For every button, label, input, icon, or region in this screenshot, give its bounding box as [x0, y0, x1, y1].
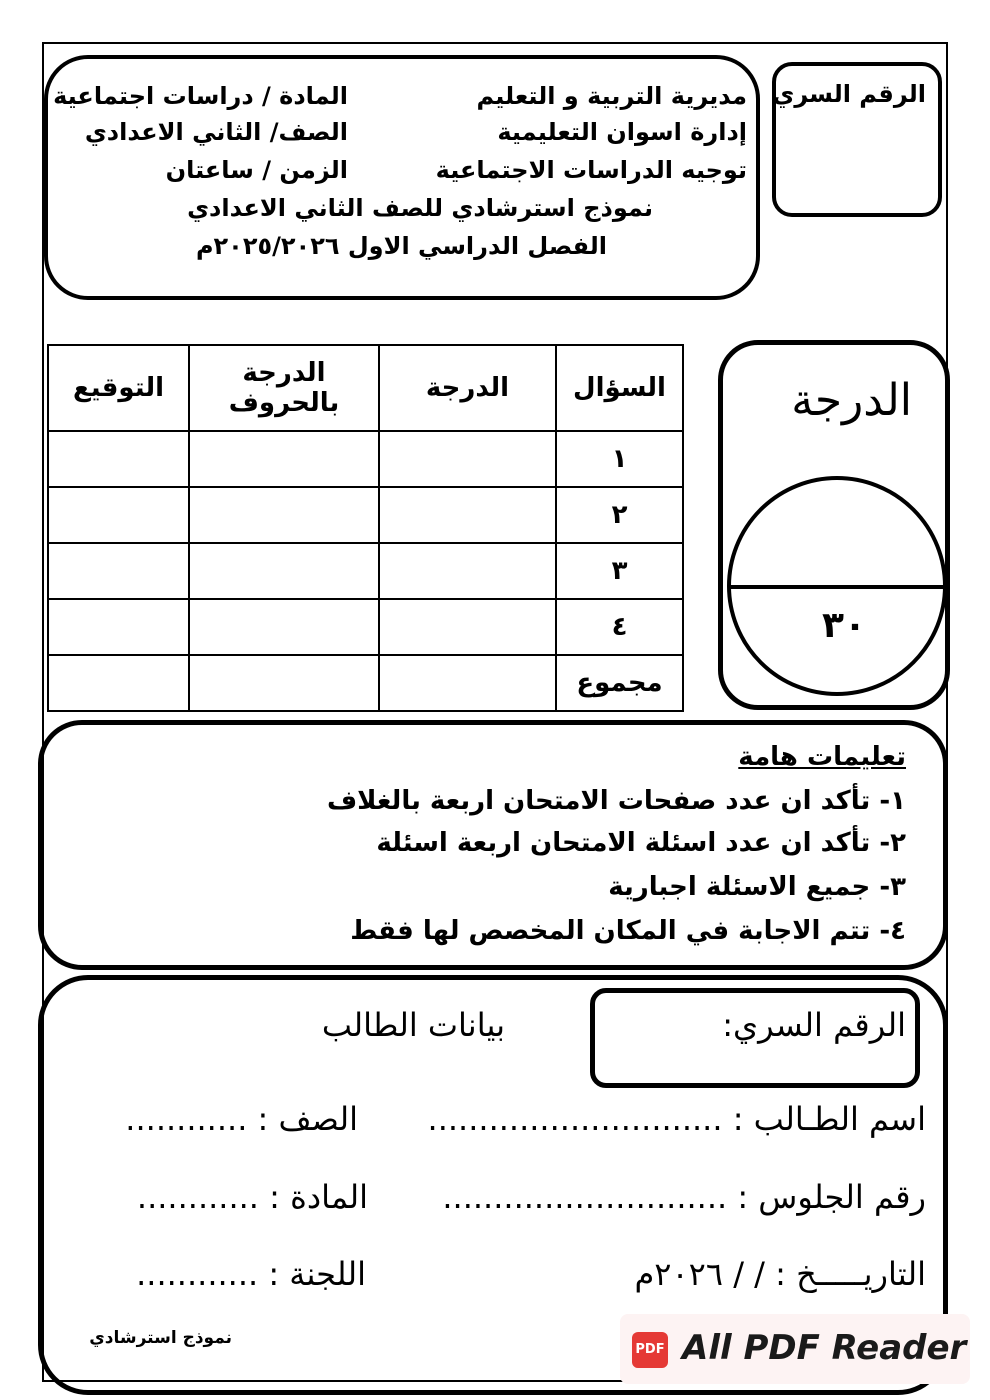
seat-number-field[interactable]: رقم الجلوس : ............................ [442, 1178, 926, 1216]
table-row-total [48, 655, 683, 711]
instruction-item: ٢- تأكد ان عدد اسئلة الامتحان اربعة اسئلة [376, 828, 906, 858]
grade-text: الصف/ الثاني الاعدادي [84, 118, 348, 146]
grade-total: ٣٠ [822, 605, 866, 646]
grade-letters-cell[interactable] [189, 543, 379, 599]
instruction-item: ١- تأكد ان عدد صفحات الامتحان اربعة بالغلاف [326, 786, 906, 816]
col-grade-in-letters [189, 345, 379, 431]
grade-cell[interactable] [379, 599, 556, 655]
signature-cell[interactable] [48, 599, 189, 655]
instructions-title: تعليمات هامة [738, 742, 906, 772]
term-text: الفصل الدراسي الاول ٢٠٢٥/٢٠٢٦م [195, 232, 607, 260]
student-name-field[interactable]: اسم الطـالب : ............................. [427, 1100, 926, 1138]
subject-field[interactable]: المادة : ............ [136, 1178, 368, 1216]
directorate-text: مديرية التربية و التعليم [476, 82, 747, 110]
grade-panel-label: الدرجة [791, 375, 912, 426]
col-grade: الدرجة [379, 345, 556, 431]
grade-cell[interactable] [379, 431, 556, 487]
question-number: ٢ [556, 487, 683, 543]
footer-model-label: نموذج استرشادي [89, 1328, 232, 1348]
grade-cell[interactable] [379, 543, 556, 599]
subject-text: المادة / دراسات اجتماعية [53, 82, 348, 110]
grade-cell[interactable] [379, 655, 556, 711]
grade-letters-cell[interactable] [189, 655, 379, 711]
col-signature: التوقيع [48, 345, 189, 431]
administration-text: إدارة اسوان التعليمية [497, 118, 747, 146]
instruction-item: ٣- جميع الاسئلة اجبارية [608, 872, 906, 902]
app-badge-label: All PDF Reader [682, 1328, 967, 1368]
total-label: مجموع [556, 655, 683, 711]
grade-cell[interactable] [379, 487, 556, 543]
signature-cell[interactable] [48, 543, 189, 599]
signature-cell[interactable] [48, 431, 189, 487]
supervision-text: توجيه الدراسات الاجتماعية [435, 156, 747, 184]
secret-number-label: الرقم السري [772, 80, 926, 108]
signature-cell[interactable] [48, 487, 189, 543]
question-number: ١ [556, 431, 683, 487]
instruction-item: ٤- تتم الاجابة في المكان المخصص لها فقط [350, 916, 906, 946]
question-number: ٤ [556, 599, 683, 655]
table-row [48, 543, 683, 599]
student-class-field[interactable]: الصف : ............ [125, 1100, 358, 1138]
app-badge[interactable] [620, 1314, 970, 1384]
question-number: ٣ [556, 543, 683, 599]
grades-table-header [48, 345, 683, 431]
table-row [48, 599, 683, 655]
table-row [48, 487, 683, 543]
exam-title: نموذج استرشادي للصف الثاني الاعدادي [187, 194, 653, 222]
table-row [48, 431, 683, 487]
grade-letters-cell[interactable] [189, 431, 379, 487]
grade-circle [725, 474, 949, 698]
committee-field[interactable]: اللجنة : ............ [136, 1255, 366, 1293]
signature-cell[interactable] [48, 655, 189, 711]
student-secret-number-label: الرقم السري: [722, 1006, 906, 1044]
time-text: الزمن / ساعتان [165, 156, 348, 184]
grade-letters-cell[interactable] [189, 599, 379, 655]
col-grade-in-letters-bottom: بالحروف [228, 388, 340, 418]
grade-letters-cell[interactable] [189, 487, 379, 543]
col-question: السؤال [556, 345, 683, 431]
student-data-heading: بيانات الطالب [321, 1006, 505, 1044]
date-field[interactable]: التاريـــــخ : / / ٢٠٢٦م [634, 1255, 926, 1293]
grades-table [47, 344, 684, 712]
pdf-icon: PDF [632, 1332, 668, 1368]
col-grade-in-letters-top: الدرجة [242, 358, 326, 388]
